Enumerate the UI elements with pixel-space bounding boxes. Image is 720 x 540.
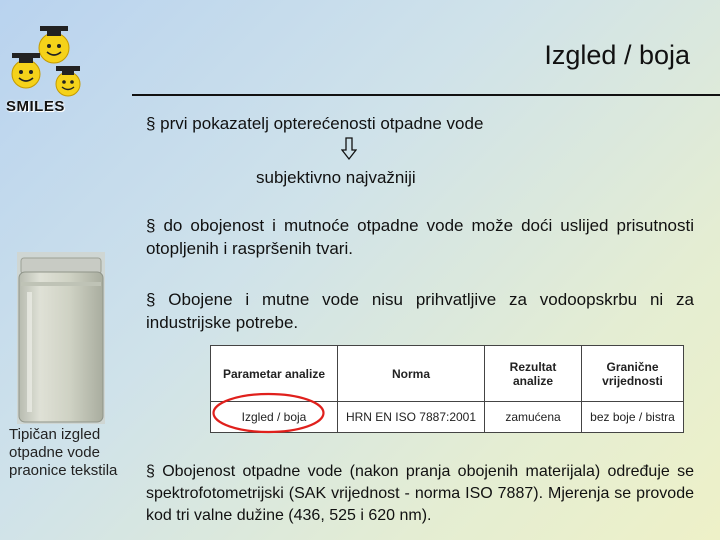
slide-title: Izgled / boja bbox=[544, 40, 690, 70]
bullet-unacceptable: § Obojene i mutne vode nisu prihvatljive za vodoopskrbu ni za industrijske potrebe. bbox=[146, 290, 694, 332]
image-caption: Tipičan izgled otpadne vode praonice tekstila bbox=[9, 426, 118, 479]
smiles-logo-icon bbox=[6, 12, 86, 98]
highlight-circle bbox=[211, 391, 326, 435]
bullet-first-indicator: § prvi pokazatelj opterećenosti otpadne vode bbox=[146, 114, 484, 133]
table-header: Granične vrijednosti bbox=[582, 346, 684, 402]
bullet-causes: § do obojenost i mutnoće otpadne vode može doći uslijed prisutnosti otopljenih i raspršenih tvari. bbox=[146, 216, 694, 258]
table-header: Rezultat analize bbox=[485, 346, 582, 402]
table-cell: HRN EN ISO 7887:2001 bbox=[338, 402, 485, 433]
table-cell: zamućena bbox=[485, 402, 582, 433]
table-header: Norma bbox=[338, 346, 485, 402]
down-arrow-icon bbox=[341, 137, 357, 161]
title-divider bbox=[132, 94, 720, 96]
table-cell: bez boje / bistra bbox=[582, 402, 684, 433]
bullet-measurement: § Obojenost otpadne vode (nakon pranja obojenih materijala) određuje se spektrofotometrijski (SAK vrijednost - norma ISO 7887). Mjerenja se provode kod tri valne dužine (436, 525 i 620 nm). bbox=[146, 463, 694, 524]
wastewater-jar-image bbox=[17, 252, 105, 424]
logo-text: SMILES bbox=[6, 98, 65, 115]
table-cell: Izgled / boja bbox=[211, 402, 338, 433]
table-header: Parametar analize bbox=[211, 346, 338, 402]
bullet-subjective: subjektivno najvažniji bbox=[256, 168, 416, 187]
